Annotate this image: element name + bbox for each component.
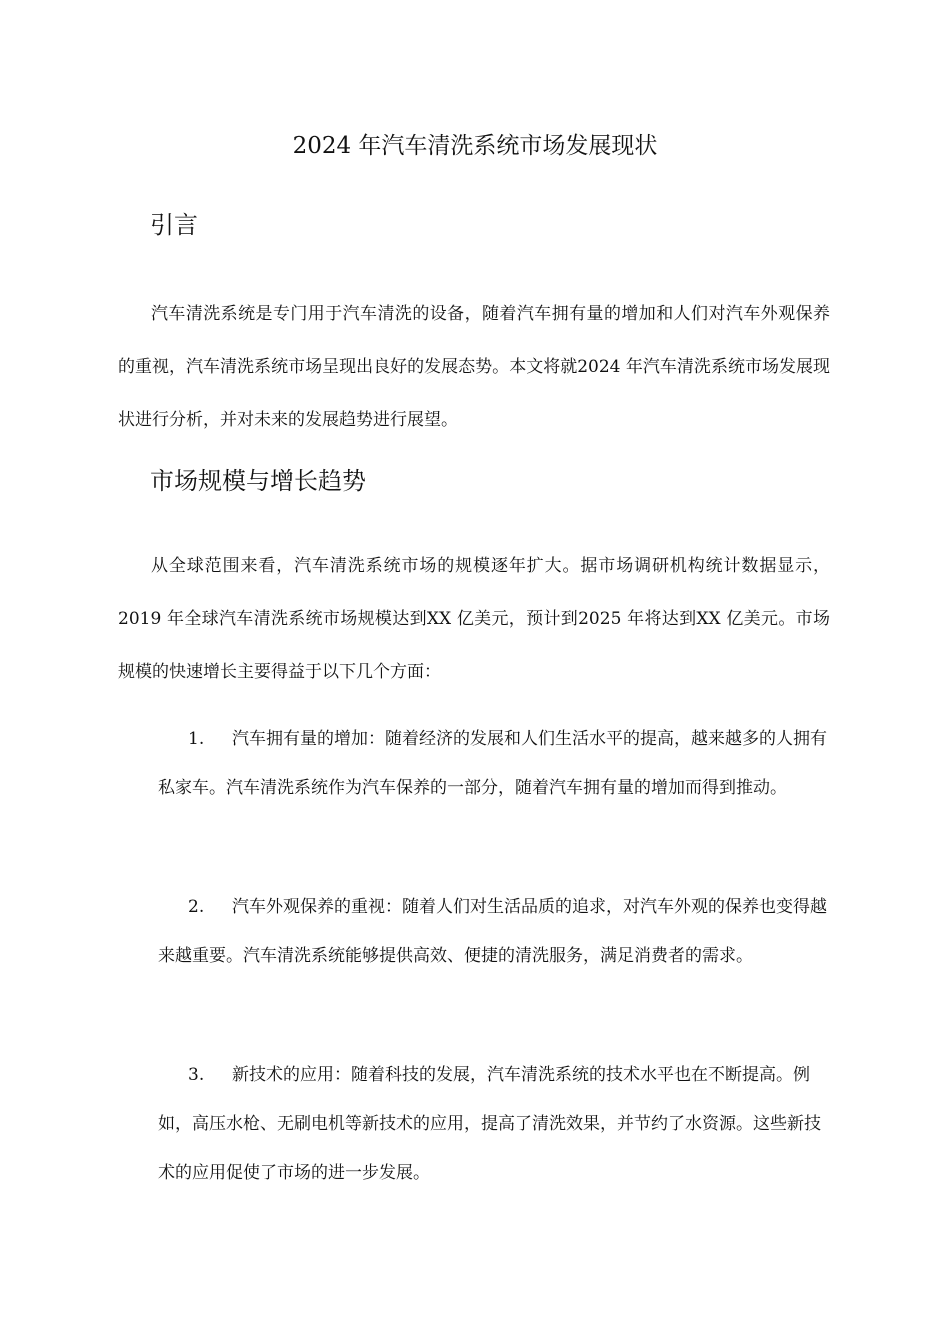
list-item-text: 汽车外观保养的重视：随着人们对生活品质的追求，对汽车外观的保养也变得越来越重要。汽车清洗系统能够提供高效、便捷的清洗服务，满足消费者的需求。 bbox=[158, 897, 827, 966]
list-item-text: 新技术的应用：随着科技的发展，汽车清洗系统的技术水平也在不断提高。例如，高压水枪、无刷电机等新技术的应用，提高了清洗效果，并节约了水资源。这些新技术的应用促使了市场的进一步发展。 bbox=[158, 1065, 821, 1183]
list-item-text: 汽车拥有量的增加：随着经济的发展和人们生活水平的提高，越来越多的人拥有私家车。汽车清洗系统作为汽车保养的一部分，随着汽车拥有量的增加而得到推动。 bbox=[158, 729, 827, 798]
list-item-number: 1. bbox=[188, 729, 205, 749]
intro-paragraph: 汽车清洗系统是专门用于汽车清洗的设备，随着汽车拥有量的增加和人们对汽车外观保养的重视，汽车清洗系统市场呈现出良好的发展态势。本文将就2024 年汽车清洗系统市场发展现状进行分析，并对未来的发展趋势进行展望。 bbox=[118, 304, 830, 430]
list-item-number: 3. bbox=[188, 1065, 205, 1085]
list-item-number: 2. bbox=[188, 897, 205, 917]
document-title: 2024 年汽车清洗系统市场发展现状 bbox=[292, 133, 658, 159]
section-heading-intro: 引言 bbox=[150, 211, 198, 239]
list-item bbox=[158, 1051, 830, 1198]
list-item bbox=[158, 715, 830, 813]
section-heading-market-size: 市场规模与增长趋势 bbox=[150, 467, 366, 495]
list-item bbox=[158, 883, 830, 981]
market-size-paragraph: 从全球范围来看，汽车清洗系统市场的规模逐年扩大。据市场调研机构统计数据显示，2019 年全球汽车清洗系统市场规模达到XX 亿美元，预计到2025 年将达到XX 亿美元。市场规模的快速增长主要得益于以下几个方面： bbox=[118, 556, 830, 682]
